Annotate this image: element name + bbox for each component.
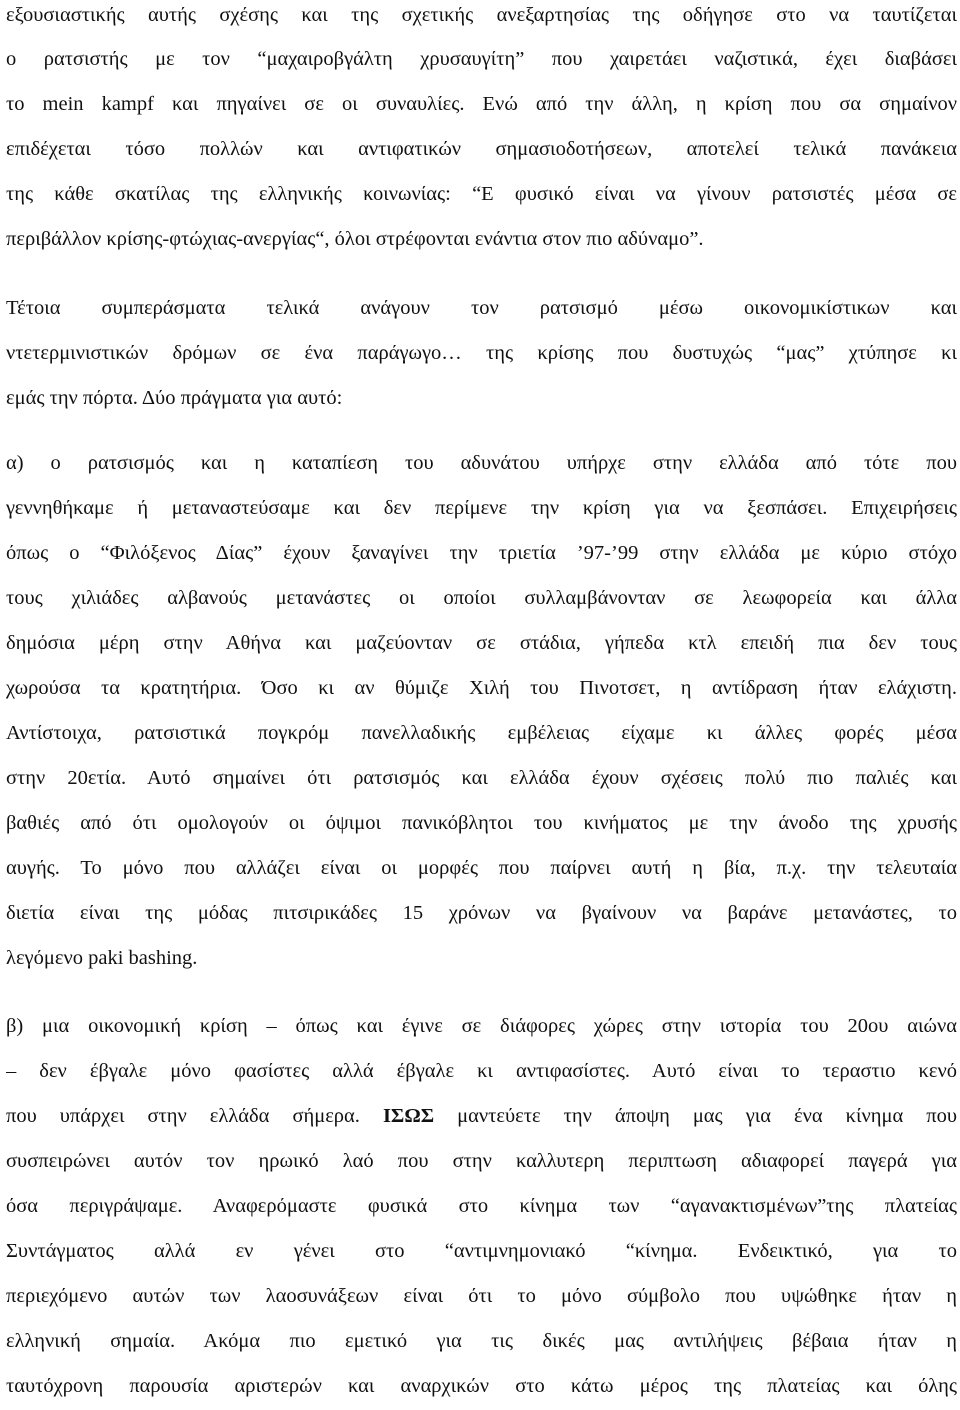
text-line-1: εξουσιαστικής αυτής σχέσης και της σχετικής ανεξαρτησίας της οδήγησε στο να ταυτίζεται [6, 4, 957, 26]
text-line-6: περιβάλλον κρίσης-φτώχιας-ανεργίας“, όλοι στρέφονται ενάντια στον πιο αδύναμο”. [6, 228, 704, 250]
text-line-12: όπως ο “Φιλόξενος Δίας” έχουν ξαναγίνει την τριετία ’97-’99 στην ελλάδα με κύριο στόχο [6, 542, 957, 564]
text-line-3: το mein kampf και πηγαίνει σε οι συναυλίες. Ενώ από την άλλη, η κρίση που σα σημαίνον [6, 93, 957, 115]
text-line-10: α) ο ρατσισμός και η καταπίεση του αδυνάτου υπήρχε στην ελλάδα από τότε που [6, 452, 957, 474]
text-line-26: όσα περιγράψαμε. Αναφερόμαστε φυσικά στο κίνημα των “αγανακτισμένων”της πλατείας [6, 1195, 957, 1217]
text-line-24 [6, 1101, 957, 1131]
text-line-4: επιδέχεται τόσο πολλών και αντιφατικών σημασιοδοτήσεων, αποτελεί τελικά πανάκεια [6, 138, 957, 160]
text-line-24-start: που υπάρχει στην ελλάδα σήμερα. [6, 1105, 360, 1127]
text-line-28: περιεχόμενο αυτών των λαοσυνάξεων είναι ότι το μόνο σύμβολο που υψώθηκε ήταν η [6, 1285, 957, 1307]
text-line-22: β) μια οικονομική κρίση – όπως και έγινε σε διάφορες χώρες στην ιστορία του 20ου αιώνα [6, 1015, 957, 1037]
text-line-25: συσπειρώνει αυτόν τον ηρωικό λαό που στην καλλυτερη περιπτωση αδιαφορεί παγερά για [6, 1150, 957, 1172]
text-line-20: διετία είναι της μόδας πιτσιρικάδες 15 χρόνων να βγαίνουν να βαράνε μετανάστες, το [6, 902, 957, 924]
text-line-23: – δεν έβγαλε μόνο φασίστες αλλά έβγαλε κι αντιφασίστες. Αυτό είναι το τεραστιο κενό [6, 1060, 957, 1082]
text-line-15: χωρούσα τα κρατητήρια. Όσο κι αν θύμιζε Χιλή του Πινοτσετ, η αντίδραση ήταν ελάχιστη. [6, 677, 957, 699]
text-line-11: γεννηθήκαμε ή μεταναστεύσαμε και δεν περίμενε την κρίση για να ξεσπάσει. Επιχειρήσεις [6, 497, 957, 519]
emphasis-word: ΙΣΩΣ [382, 1105, 435, 1127]
text-line-21: λεγόμενο paki bashing. [6, 947, 198, 969]
text-line-7: Τέτοια συμπεράσματα τελικά ανάγουν τον ρατσισμό μέσω οικονομικίστικων και [6, 297, 957, 319]
text-line-18: βαθιές από ότι ομολογούν οι όψιμοι πανικόβλητοι του κινήματος με την άνοδο της χρυσής [6, 812, 957, 834]
text-line-2: ο ρατσιστής με τον “μαχαιροβγάλτη χρυσαυγίτη” που χαιρετάει ναζιστικά, έχει διαβάσει [6, 48, 957, 70]
text-line-30: ταυτόχρονη παρουσία αριστερών και αναρχικών στο κάτω μέρος της πλατείας και όλης [6, 1375, 957, 1397]
text-line-24-end: μαντεύετε την άποψη μας για ένα κίνημα που [434, 1105, 957, 1127]
text-line-14: δημόσια μέρη στην Αθήνα και μαζεύονταν σε στάδια, γήπεδα κτλ επειδή πια δεν τους [6, 632, 957, 654]
text-line-8: ντετερμινιστικών δρόμων σε ένα παράγωγο… της κρίσης που δυστυχώς “μας” χτύπησε κι [6, 342, 957, 364]
text-line-19: αυγής. Το μόνο που αλλάζει είναι οι μορφές που παίρνει αυτή η βία, π.χ. την τελευταία [6, 857, 957, 879]
text-line-16: Αντίστοιχα, ρατσιστικά πογκρόμ πανελλαδικής εμβέλειας είχαμε κι άλλες φορές μέσα [6, 722, 957, 744]
text-line-13: τους χιλιάδες αλβανούς μετανάστες οι οποίοι συλλαμβάνονταν σε λεωφορεία και άλλα [6, 587, 957, 609]
text-line-5: της κάθε σκατίλας της ελληνικής κοινωνίας: “Ε φυσικό είναι να γίνουν ρατσιστές μέσα σε [6, 183, 957, 205]
text-line-27: Συντάγματος αλλά εν γένει στο “αντιμνημονιακό “κίνημα. Ενδεικτικό, για το [6, 1240, 957, 1262]
text-line-17: στην 20ετία. Αυτό σημαίνει ότι ρατσισμός και ελλάδα έχουν σχέσεις πολύ πιο παλιές και [6, 767, 957, 789]
text-line-29: ελληνική σημαία. Ακόμα πιο εμετικό για τις δικές μας αντιλήψεις βέβαια ήταν η [6, 1330, 957, 1352]
text-line-9: εμάς την πόρτα. Δύο πράγματα για αυτό: [6, 387, 343, 409]
